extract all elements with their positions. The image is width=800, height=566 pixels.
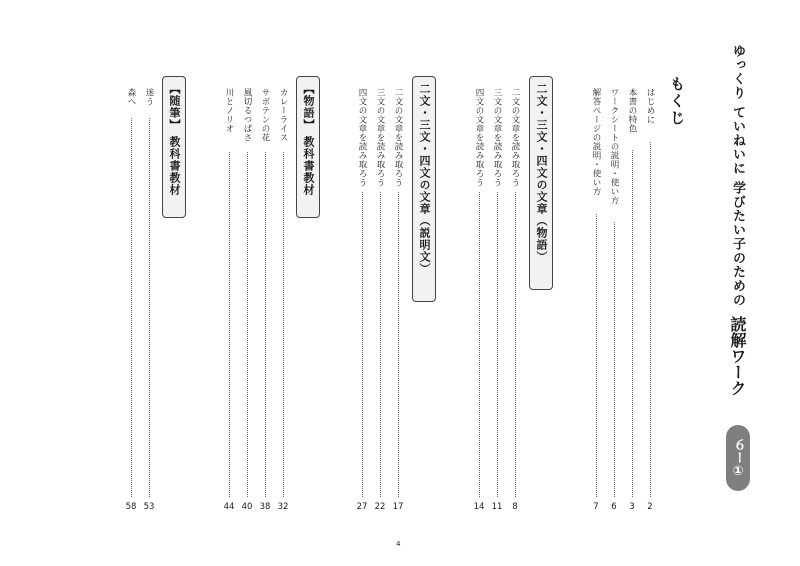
toc-page: 32: [277, 502, 289, 512]
section-heading-monogatari: 二文・三文・四文の文章（物語）: [529, 76, 553, 290]
toc-item: 二文の文章を読み取ろう: [510, 88, 520, 187]
toc-page: 53: [143, 502, 155, 512]
toc-page: 6: [611, 502, 617, 512]
toc-item: 四文の文章を読み取ろう: [474, 88, 484, 187]
toc-page: 8: [512, 502, 518, 512]
section-heading-setsumeibun: 二文・三文・四文の文章（説明文）: [412, 76, 436, 302]
toc-page: 14: [473, 502, 485, 512]
toc-page: 3: [629, 502, 635, 512]
toc-item: カレーライス: [278, 88, 288, 142]
toc-item: 二文の文章を読み取ろう: [393, 88, 403, 187]
toc-page: 40: [241, 502, 253, 512]
toc-item-worksheet: ワークシートの説明・使い方: [609, 88, 619, 205]
toc-item: サボテンの花: [260, 88, 270, 142]
toc-page: 11: [491, 502, 503, 512]
toc-item: 森へ: [126, 88, 136, 106]
toc-page: 2: [647, 502, 653, 512]
toc-item-tokushoku: 本書の特色: [627, 88, 637, 133]
toc-item: 三文の文章を読み取ろう: [375, 88, 385, 187]
toc-page: 22: [374, 502, 386, 512]
section-heading-kyokasho-monogatari: 【物語】 教科書教材: [296, 76, 320, 218]
section-heading-zuihitsu: 【随筆】 教科書教材: [162, 76, 186, 218]
page-number: 4: [396, 540, 401, 548]
toc-item: 風切るつばさ: [242, 88, 252, 142]
toc-item: 三文の文章を読み取ろう: [492, 88, 502, 187]
toc-page: 38: [259, 502, 271, 512]
volume-badge: ６ー①: [726, 425, 750, 491]
book-title: 読解ワーク: [728, 316, 747, 396]
toc-page: 17: [392, 502, 404, 512]
toc-item: 四文の文章を読み取ろう: [357, 88, 367, 187]
toc-page: 27: [356, 502, 368, 512]
toc-item-hajimeni: はじめに: [645, 88, 655, 124]
toc-item-kaitou: 解答ページの説明・使い方: [591, 88, 601, 196]
toc-heading: もくじ: [668, 76, 686, 127]
book-series-title: ゆっくり ていねいに 学びたい子のための: [730, 44, 745, 308]
toc-item: 川とノリオ: [224, 88, 234, 133]
toc-item: 迷う: [144, 88, 154, 106]
toc-page: 7: [593, 502, 599, 512]
toc-page: 44: [223, 502, 235, 512]
toc-page: 58: [125, 502, 137, 512]
